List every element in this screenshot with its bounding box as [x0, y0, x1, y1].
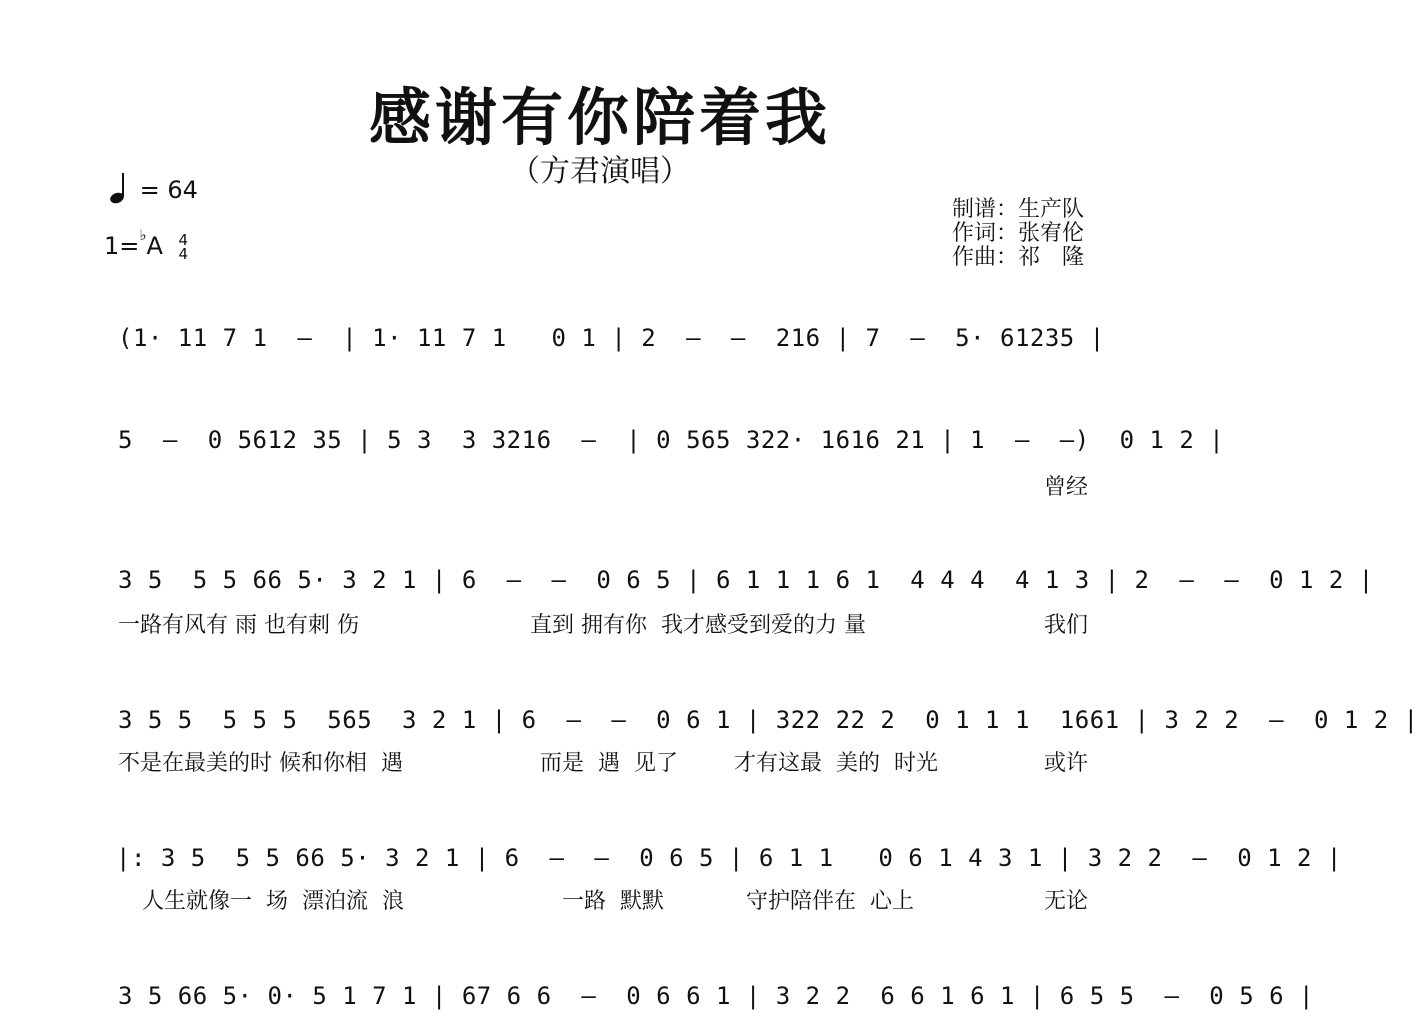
lyric-row-2: 曾经	[1044, 475, 1089, 500]
key-prefix: 1=	[104, 232, 140, 260]
score-row-4: 3 5 5 5 5 5 565 3 2 1 | 6 – – 0 6 1 | 322 22 2 0 1 1 1 1661 | 3 2 2 – 0 1 2 |	[118, 706, 1419, 734]
lyric-row-5c: 守护陪伴在 心上	[746, 889, 914, 914]
flat-icon: ♭	[139, 226, 147, 244]
time-signature-top: 4	[178, 231, 189, 249]
credit-arranger: 制谱：生产队	[952, 197, 1085, 222]
score-row-2: 5 – 0 5612 35 | 5 3 3 3216 – | 0 565 322· 1616 21 | 1 – –) 0 1 2 |	[118, 426, 1225, 454]
lyric-row-4c: 才有这最 美的 时光	[734, 751, 938, 776]
score-row-5: |: 3 5 5 5 66 5· 3 2 1 | 6 – – 0 6 5 | 6 1 1 0 6 1 4 3 1 | 3 2 2 – 0 1 2 |	[116, 844, 1342, 872]
lyric-row-3a: 一路有风有 雨 也有刺 伤	[118, 613, 359, 638]
lyric-row-3c: 我们	[1044, 613, 1089, 638]
key-note: A	[146, 232, 163, 260]
score-row-6: 3 5 66 5· 0· 5 1 7 1 | 67 6 6 – 0 6 6 1 | 3 2 2 6 6 1 6 1 | 6 5 5 – 0 5 6 |	[118, 982, 1314, 1010]
lyric-row-5d: 无论	[1044, 889, 1089, 914]
singer-subtitle: （方君演唱）	[510, 154, 690, 189]
lyric-row-4b: 而是 遇 见了	[540, 751, 678, 776]
song-title: 感谢有你陪着我	[368, 81, 831, 154]
time-signature-bottom: 4	[178, 245, 189, 263]
lyric-row-5a: 人生就像一 场 漂泊流 浪	[142, 889, 404, 914]
score-row-3: 3 5 5 5 66 5· 3 2 1 | 6 – – 0 6 5 | 6 1 1 1 6 1 4 4 4 4 1 3 | 2 – – 0 1 2 |	[118, 566, 1374, 594]
lyric-row-4d: 或许	[1044, 751, 1089, 776]
tempo-value: = 64	[139, 176, 198, 204]
credit-lyricist: 作词：张宥伦	[952, 221, 1085, 246]
lyric-row-5b: 一路 默默	[562, 889, 664, 914]
credit-composer: 作曲：祁 隆	[952, 245, 1085, 270]
lyric-row-4a: 不是在最美的时 候和你相 遇	[118, 751, 403, 776]
lyric-row-3b: 直到 拥有你 我才感受到爱的力 量	[530, 613, 866, 638]
score-row-1: (1· 11 7 1 – | 1· 11 7 1 0 1 | 2 – – 216 | 7 – 5· 61235 |	[118, 324, 1105, 352]
